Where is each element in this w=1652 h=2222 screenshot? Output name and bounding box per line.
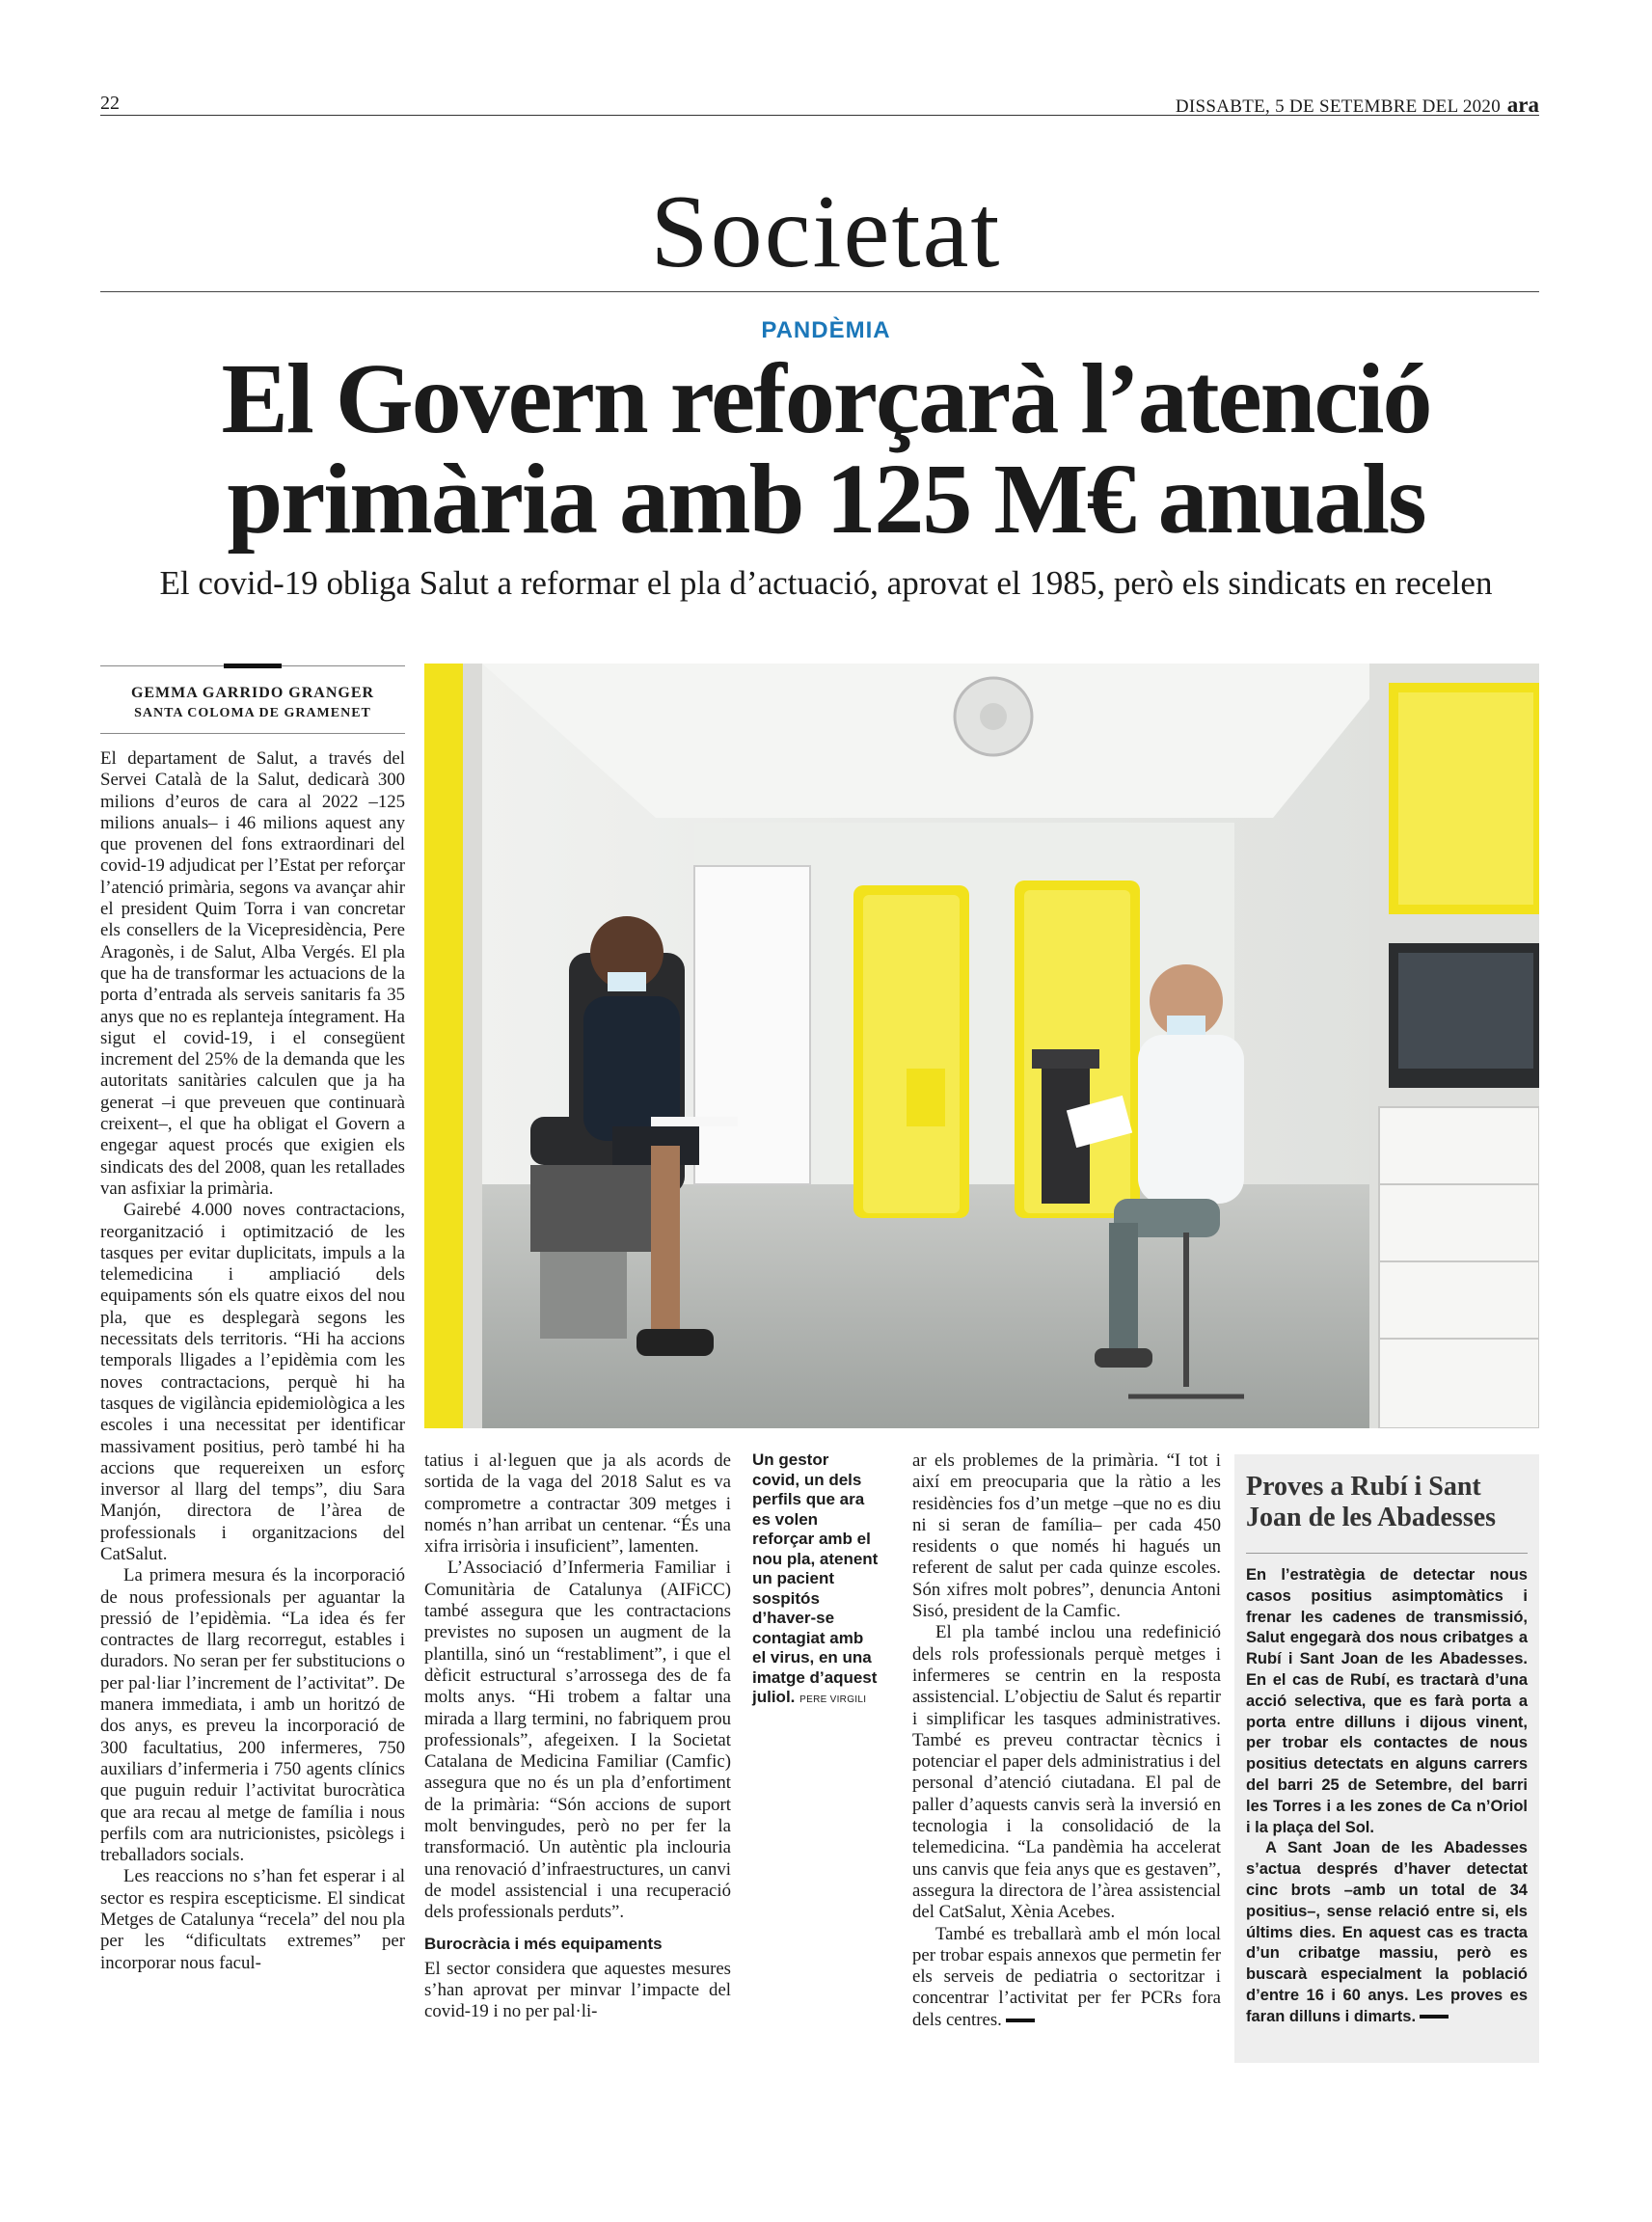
headline	[96, 343, 1556, 555]
issue-date: DISSABTE, 5 DE SETEMBRE DEL 2020	[1175, 96, 1502, 117]
article-photo	[424, 664, 1539, 1428]
page-header	[100, 93, 1539, 116]
newspaper-logo: ara	[1506, 93, 1539, 117]
sidebar-title: Proves a Rubí i Sant Joan de les Abadesses	[1246, 1472, 1497, 1532]
paragraph: El pla també inclou una redefinició dels rols professionals perquè metges i infermeres se centrin en la resposta assistencial. L’objectiu de Salut és repartir i simplificar les tasques administratives. També es preveu contractar tècnics i potenciar el paper dels administratius i del personal d’atenció ciutadana. El pal de paller d’aquests canvis serà la inversió en tecnologia i la consolidació de la telemedicina. “La pandèmia ha accelerat uns canvis que feia anys que es gestaven”, assegura la directora de l’àrea assistencial del CatSalut, Xènia Acebes.	[912, 1622, 1221, 1923]
sidebar-divider	[1246, 1553, 1528, 1554]
paragraph: ar els problemes de la primària. “I tot i així em preocuparia que la ràtio a les residències fos d’un metge –que no es diu ni si seran de família– per cada 450 residents o que només hi hagués un referent de salut per cada quinze escoles. Són xifres molt pobres”, denuncia Antoni Sisó, president de la Camfic.	[912, 1450, 1221, 1622]
paragraph: L’Associació d’Infermeria Familiar i Comunitària de Catalunya (AIFiCC) també assegura que les contractacions previstes no suposen un augment de la plantilla, sinó un “restabliment”, i que el dèficit estructural s’arrossega des de fa molts anys. “Hi trobem a faltar una mirada a llarg termini, no fabriquem prou professionals”, afegeixen. I la Societat Catalana de Medicina Familiar (Camfic) assegura que no és un pla d’enfortiment de la primària: “Són accions de suport molt benvingudes, però no per fer la transformació. Un autèntic pla inclouria una renovació d’infraestructures, un canvi de model assistencial i una recuperació dels professionals perduts”.	[424, 1558, 731, 1923]
headline-line-1: El Govern reforçarà l’atenció	[221, 343, 1431, 454]
section-title: Societat	[650, 175, 1002, 289]
sidebar-box	[1234, 1454, 1539, 2063]
subheadline: El covid-19 obliga Salut a reformar el pla d’actuació, aprovat el 1985, però els sindicats en recelen	[159, 564, 1493, 602]
caption-block	[752, 1450, 880, 1711]
article-column-1	[100, 748, 405, 1974]
paragraph: El departament de Salut, a través del Servei Català de la Salut, dedicarà 300 milions d’euros de cara al 2022 –125 milions anuals– i 46 milions aquest any que provenen del fons extraordinari del covid-19 adjudicat per l’Estat per reforçar l’atenció primària, segons va avançar ahir el president Quim Torra i van concretar els consellers de la Vicepresidència, Pere Aragonès, i de Salut, Alba Vergés. El pla que ha de transformar les actuacions de la porta d’entrada als serveis sanitaris fa 35 anys que no es replanteja íntegrament. Ha sigut el covid-19, i el consegüent increment del 25% de la demanda que les autoritats sanitàries calculen que ja ha generat –i que preveuen que continuarà creixent–, el que ha obligat el Govern a engegar aquest procés que exigien els sindicats des del 2008, quan les retallades van asfixiar la primària.	[100, 748, 405, 1199]
byline-author: GEMMA GARRIDO GRANGER	[130, 685, 375, 701]
sidebar-body	[1246, 1565, 1528, 2028]
paragraph: Les reaccions no s’han fet esperar i al sector es respira escepticisme. El sindicat Metges de Catalunya “recela” del nou pla per les “dificultats extremes” per incorporar nous facul-	[100, 1866, 405, 1973]
paragraph: El sector considera que aquestes mesures s’han aprovat per minvar l’impacte del covid-19 i no per pal·li-	[424, 1958, 731, 2022]
article-column-2	[424, 1450, 731, 2023]
photo-caption	[752, 1450, 880, 1711]
article-column-4	[912, 1450, 1221, 2031]
sidebar-end-mark	[1420, 2015, 1449, 2019]
paragraph	[912, 1924, 1221, 2031]
byline-accent-bar	[224, 664, 282, 668]
paragraph	[1246, 1838, 1528, 2027]
kicker: PANDÈMIA	[761, 317, 891, 343]
byline-location: SANTA COLOMA DE GRAMENET	[134, 706, 371, 720]
byline-divider-bottom	[100, 733, 405, 734]
headline-line-2: primària amb 125 M€ anuals	[227, 444, 1425, 555]
caption-text: Un gestor covid, un dels perfils que ara es volen reforçar amb el nou pla, atenent un pacient sospitós d’haver-se contagiat amb el virus, en una imatge d’aquest juliol.	[752, 1450, 879, 1706]
paragraph-text: A Sant Joan de les Abadesses s’actua després d’haver detectat cinc brots –amb un total de 34 positius–, sense relació entre si, els últims dies. En aquest cas es tracta d’un cribatge massiu, però es buscarà especialment la població d’entre 16 i 60 anys. Les proves es faran dilluns i dimarts.	[1246, 1839, 1528, 2025]
clinic-photo-illustration	[424, 664, 1539, 1428]
intertitle: Burocràcia i més equipaments	[424, 1934, 663, 1953]
paragraph: Gairebé 4.000 noves contractacions, reorganització i optimització de les tasques per evitar duplicitats, impuls a la telemedicina i ampliació dels equipaments són els quatre eixos del nou pla, que es desplegarà segons les necessitats dels territoris. “Hi ha accions temporals lligades a l’epidèmia com les noves contractacions, perquè hi ha tasques de vigilància epidemiològica a les escoles i una necessitat per identificar massivament positius, però també hi ha accions que requereixen un esforç inversor al llarg del temps”, diu Sara Manjón, directora de l’àrea de professionals i organitzacions del CatSalut.	[100, 1200, 405, 1564]
paragraph: En l’estratègia de detectar nous casos positius asimptomàtics i frenar les cadenes de transmissió, Salut engegarà dos nous cribatges a Rubí i Sant Joan de les Abadesses. En el cas de Rubí, es tractarà d’una acció selectiva, que es farà porta a porta entre dilluns i dijous vinent, per trobar els contactes de nous positius detectats en alguns carrers del barri 25 de Setembre, del barri les Torres i a les zones de Ca n’Oriol i la plaça del Sol.	[1246, 1566, 1528, 1836]
paragraph: La primera mesura és la incorporació de nous professionals per aguantar la pressió de l’epidèmia. “La idea és fer contractes de llarg recorregut, estables i duradors. No seran per fer substitucions o per pal·liar l’increment de l’activitat”. De manera immediata, i amb un horitzó de dos anys, es preveu la incorporació de 300 facultatius, 200 infermeres, 750 auxiliars d’infermeria i 750 agents clínics que puguin reduir l’activitat burocràtica que ara recau al metge de família i nous perfils com ara nutricionistes, psicòlegs i treballadors socials.	[100, 1565, 405, 1866]
page-number: 22	[100, 93, 120, 114]
paragraph-text: També es treballarà amb el món local per trobar espais annexos que permetin fer els serveis de pediatria o sectoritzar i concentrar l’activitat per fer PCRs fora dels centres.	[912, 1923, 1221, 2030]
paragraph: tatius i al·leguen que ja als acords de sortida de la vaga del 2018 Salut es va comprometre a contractar 309 metges i només n’han arribat un centenar. “És una xifra irrisòria i insuficient”, lamenten.	[424, 1450, 731, 1558]
photo-credit: PERE VIRGILI	[799, 1694, 867, 1705]
section-divider	[100, 291, 1539, 292]
header-right	[1176, 93, 1539, 118]
article-end-mark	[1006, 2019, 1035, 2022]
